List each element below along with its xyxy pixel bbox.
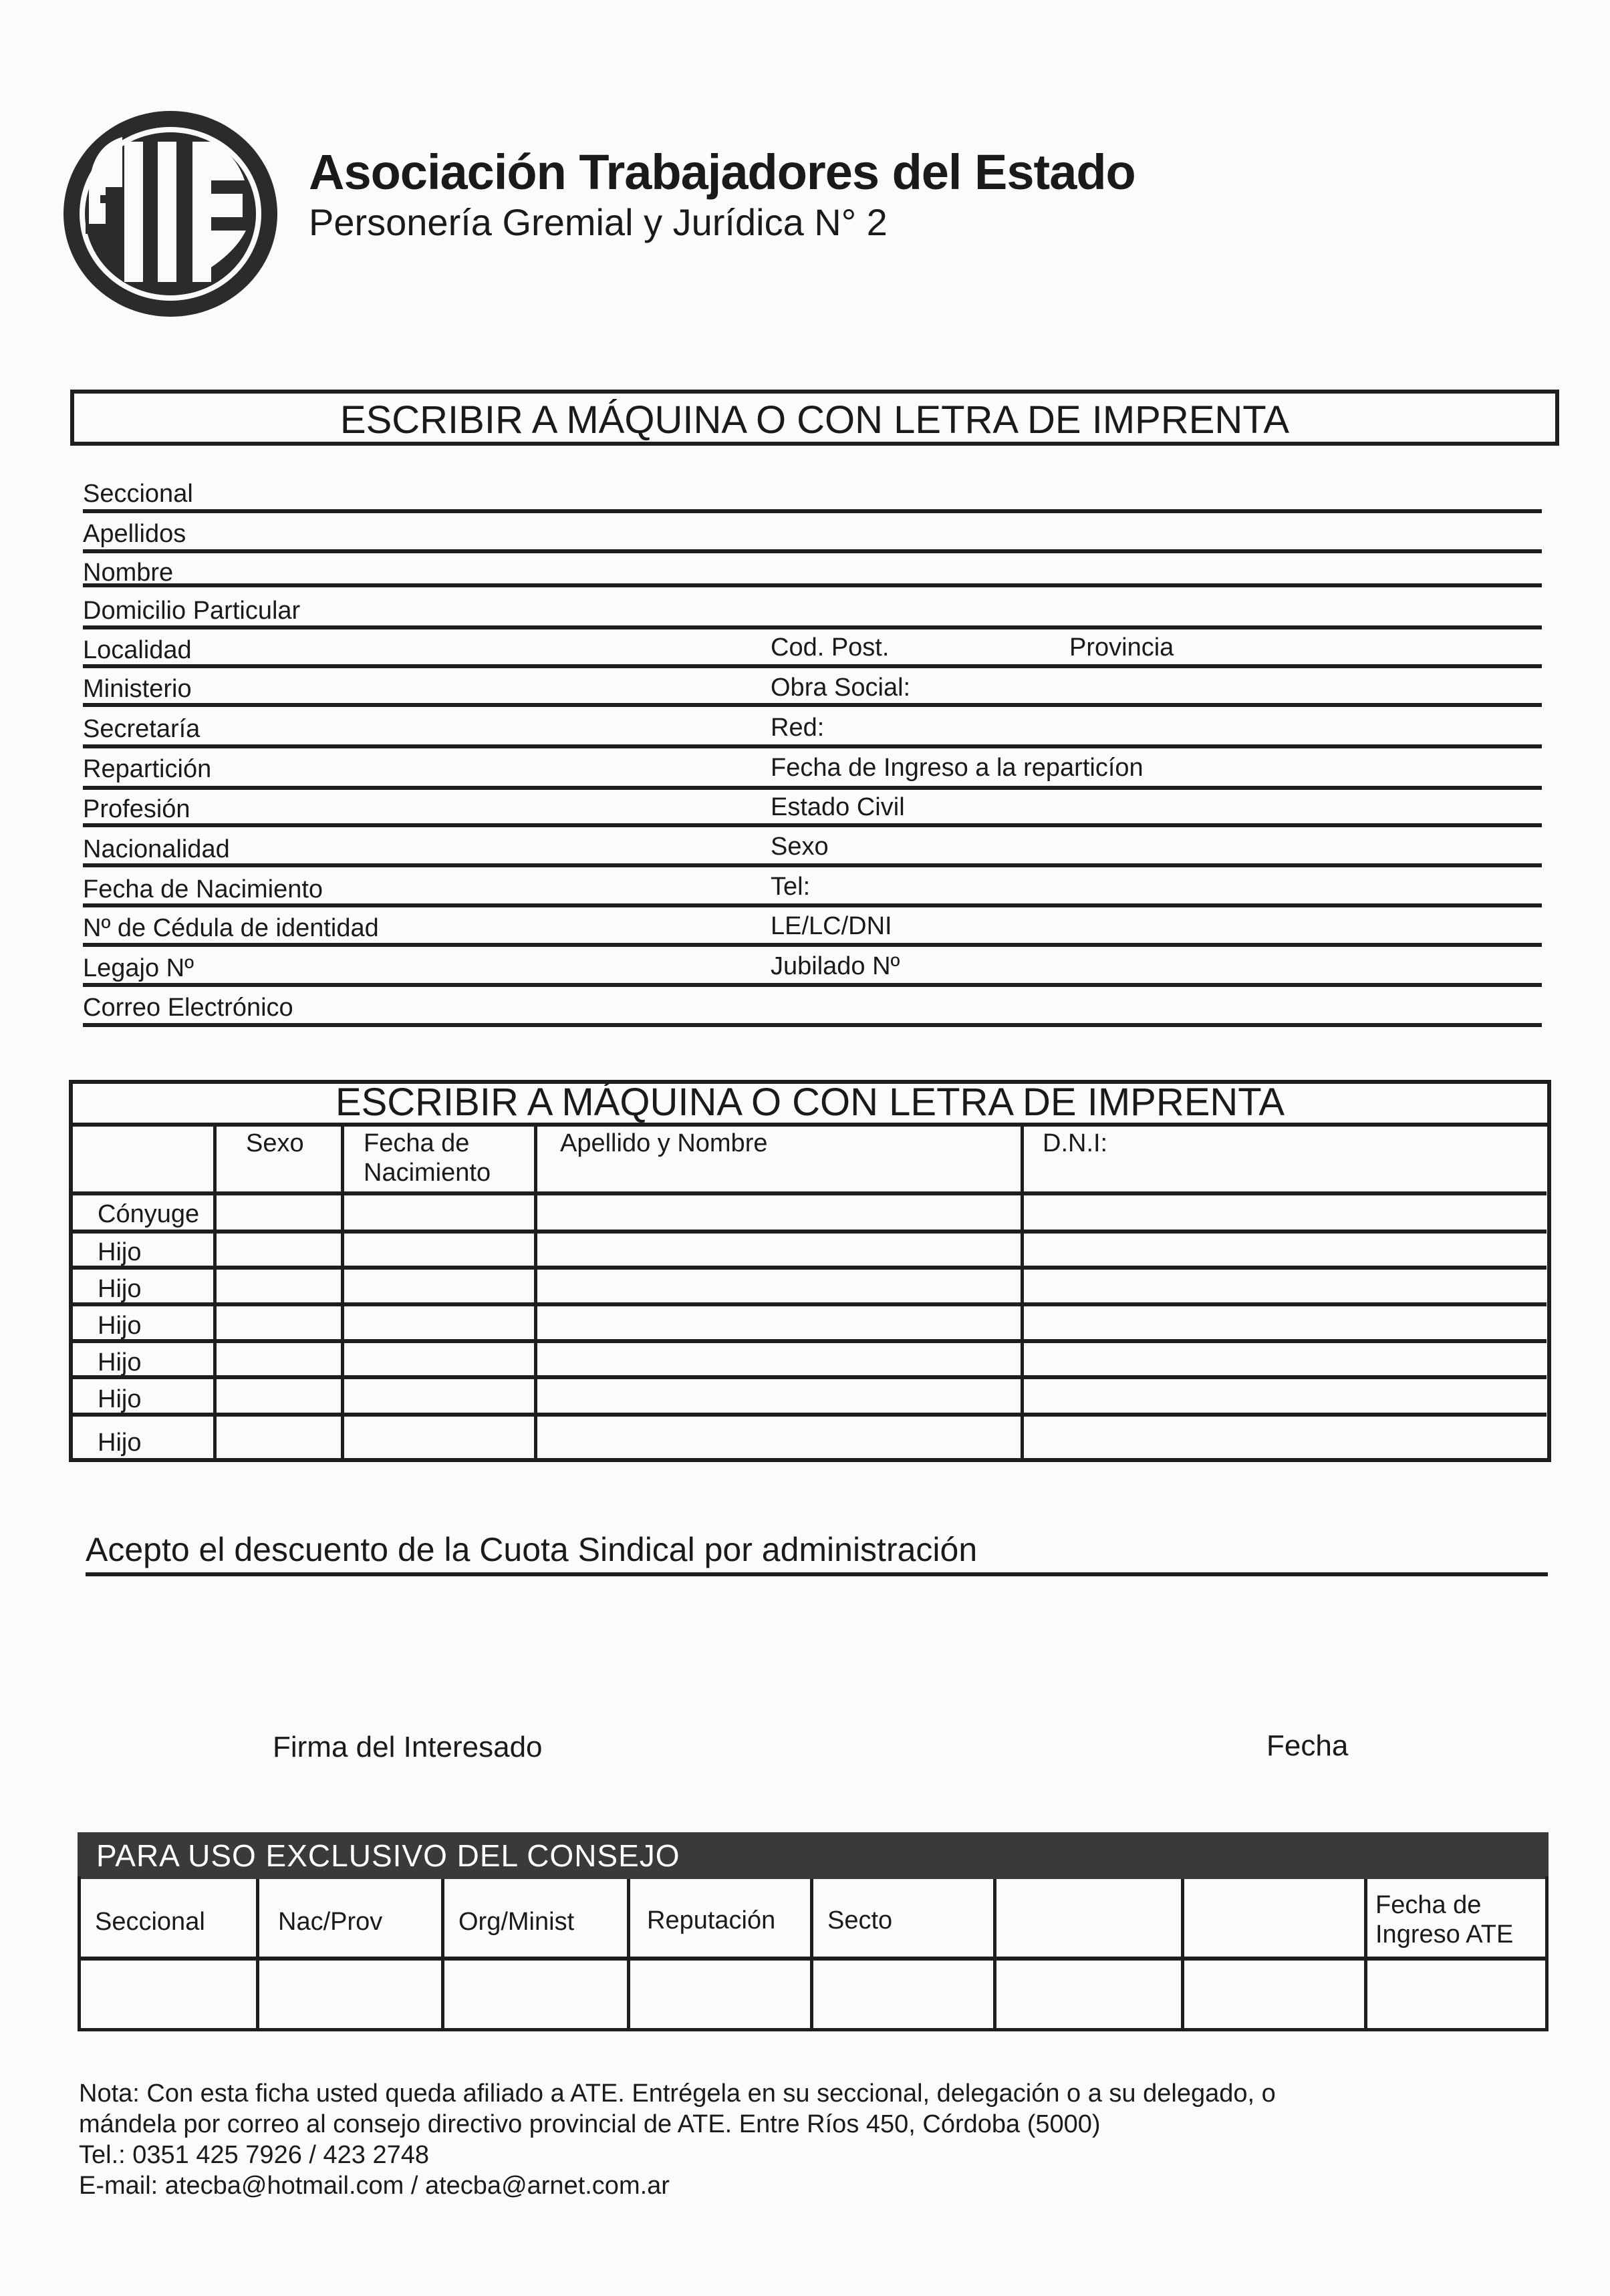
date-label: Fecha <box>1266 1729 1349 1762</box>
family-row-divider <box>69 1230 1547 1234</box>
family-row-hijo: Hijo <box>98 1385 142 1413</box>
field-line-reparticion[interactable] <box>83 786 1542 790</box>
council-col-divider <box>993 1879 996 2030</box>
family-col-fecha-line1: Fecha de <box>364 1129 470 1157</box>
family-row-divider <box>69 1266 1547 1270</box>
family-row-hijo: Hijo <box>98 1275 142 1303</box>
family-col-divider <box>341 1125 344 1462</box>
family-table-banner: ESCRIBIR A MÁQUINA O CON LETRA DE IMPRENTA <box>335 1081 1285 1124</box>
field-label-nombre: Nombre <box>83 559 174 587</box>
family-row-hijo: Hijo <box>98 1238 142 1266</box>
field-label-legajo: Legajo Nº <box>83 954 194 982</box>
council-header-title: PARA USO EXCLUSIVO DEL CONSEJO <box>96 1838 680 1873</box>
family-col-dni: D.N.I: <box>1043 1129 1108 1157</box>
field-label-jubilado: Jubilado Nº <box>771 952 900 980</box>
field-label-estado-civil: Estado Civil <box>771 793 905 821</box>
field-line-legajo[interactable] <box>83 983 1542 987</box>
field-label-seccional: Seccional <box>83 480 193 508</box>
field-label-reparticion: Repartición <box>83 755 212 783</box>
family-col-divider <box>534 1125 537 1462</box>
council-col-fecha-ingreso-line2: Ingreso ATE <box>1375 1920 1514 1949</box>
family-row-hijo: Hijo <box>98 1312 142 1340</box>
instructions-banner-text: ESCRIBIR A MÁQUINA O CON LETRA DE IMPRENTA <box>340 398 1290 442</box>
field-label-telefono: Tel: <box>771 873 811 901</box>
family-row-divider <box>69 1302 1547 1306</box>
field-label-correo: Correo Electrónico <box>83 994 293 1022</box>
field-label-ministerio: Ministerio <box>83 675 192 703</box>
organization-title: Asociación Trabajadores del Estado <box>309 144 1135 200</box>
field-label-sexo: Sexo <box>771 833 829 861</box>
field-label-codigo-postal: Cod. Post. <box>771 633 890 662</box>
council-col-divider <box>1181 1879 1184 2030</box>
field-label-domicilio: Domicilio Particular <box>83 597 301 625</box>
council-col-divider <box>441 1879 444 2030</box>
field-label-red: Red: <box>771 714 825 742</box>
field-line-nacionalidad[interactable] <box>83 863 1542 867</box>
council-col-reputacion: Reputación <box>647 1906 776 1934</box>
field-label-profesion: Profesión <box>83 795 190 823</box>
signature-label: Firma del Interesado <box>273 1731 543 1763</box>
council-col-fecha-ingreso-line1: Fecha de <box>1375 1891 1482 1919</box>
council-col-secto: Secto <box>827 1906 893 1934</box>
ate-logo-icon <box>59 107 283 321</box>
family-row-divider <box>69 1375 1547 1379</box>
family-header-divider <box>69 1191 1547 1195</box>
note-phone: Tel.: 0351 425 7926 / 423 2748 <box>79 2141 430 2169</box>
field-line-nombre[interactable] <box>83 583 1542 587</box>
field-label-fecha-ingreso-reparticion: Fecha de Ingreso a la reparticíon <box>771 754 1144 782</box>
field-line-seccional[interactable] <box>83 509 1542 513</box>
family-row-divider <box>69 1339 1547 1343</box>
council-col-divider <box>1364 1879 1367 2030</box>
field-label-apellidos: Apellidos <box>83 520 186 548</box>
field-line-domicilio[interactable] <box>83 625 1542 629</box>
instructions-banner <box>70 390 1559 446</box>
council-col-seccional: Seccional <box>95 1908 205 1936</box>
field-line-ministerio[interactable] <box>83 703 1542 707</box>
organization-subtitle: Personería Gremial y Jurídica N° 2 <box>309 201 888 243</box>
field-line-fecha-nacimiento[interactable] <box>83 903 1542 907</box>
note-line-1: Nota: Con esta ficha usted queda afiliado a ATE. Entrégela en su seccional, delegación o a su delegado, o <box>79 2079 1276 2108</box>
field-line-localidad[interactable] <box>83 664 1542 668</box>
field-label-fecha-nacimiento: Fecha de Nacimiento <box>83 875 323 903</box>
field-line-cedula[interactable] <box>83 943 1542 947</box>
field-line-profesion[interactable] <box>83 823 1542 827</box>
field-label-localidad: Localidad <box>83 636 192 664</box>
field-label-cedula: Nº de Cédula de identidad <box>83 914 379 942</box>
council-col-nac-prov: Nac/Prov <box>278 1908 383 1936</box>
family-col-divider <box>213 1125 217 1462</box>
family-row-hijo: Hijo <box>98 1429 142 1457</box>
note-line-2: mándela por correo al consejo directivo provincial de ATE. Entre Ríos 450, Córdoba (5000) <box>79 2110 1101 2138</box>
council-col-divider <box>256 1879 259 2030</box>
field-line-secretaria[interactable] <box>83 744 1542 748</box>
family-table-banner-divider <box>69 1123 1551 1127</box>
council-col-divider <box>627 1879 630 2030</box>
council-col-org-minist: Org/Minist <box>458 1908 575 1936</box>
field-label-documento: LE/LC/DNI <box>771 912 892 940</box>
council-col-divider <box>810 1879 813 2030</box>
field-label-secretaria: Secretaría <box>83 715 200 743</box>
consent-line[interactable] <box>86 1572 1548 1576</box>
council-header <box>78 1832 1549 1879</box>
family-row-conyuge: Cónyuge <box>98 1200 200 1228</box>
consent-text: Acepto el descuento de la Cuota Sindical por administración <box>86 1531 978 1568</box>
family-row-divider <box>69 1413 1547 1417</box>
family-row-hijo: Hijo <box>98 1348 142 1377</box>
family-col-divider <box>1021 1125 1024 1462</box>
field-line-apellidos[interactable] <box>83 549 1542 553</box>
field-label-nacionalidad: Nacionalidad <box>83 835 230 863</box>
field-label-obra-social: Obra Social: <box>771 674 911 702</box>
field-label-provincia: Provincia <box>1069 633 1174 662</box>
field-line-correo[interactable] <box>83 1023 1542 1027</box>
note-email: E-mail: atecba@hotmail.com / atecba@arnet.com.ar <box>79 2172 670 2200</box>
family-col-sexo: Sexo <box>246 1129 304 1157</box>
family-col-apellido-nombre: Apellido y Nombre <box>560 1129 768 1157</box>
family-col-fecha-line2: Nacimiento <box>364 1159 491 1187</box>
